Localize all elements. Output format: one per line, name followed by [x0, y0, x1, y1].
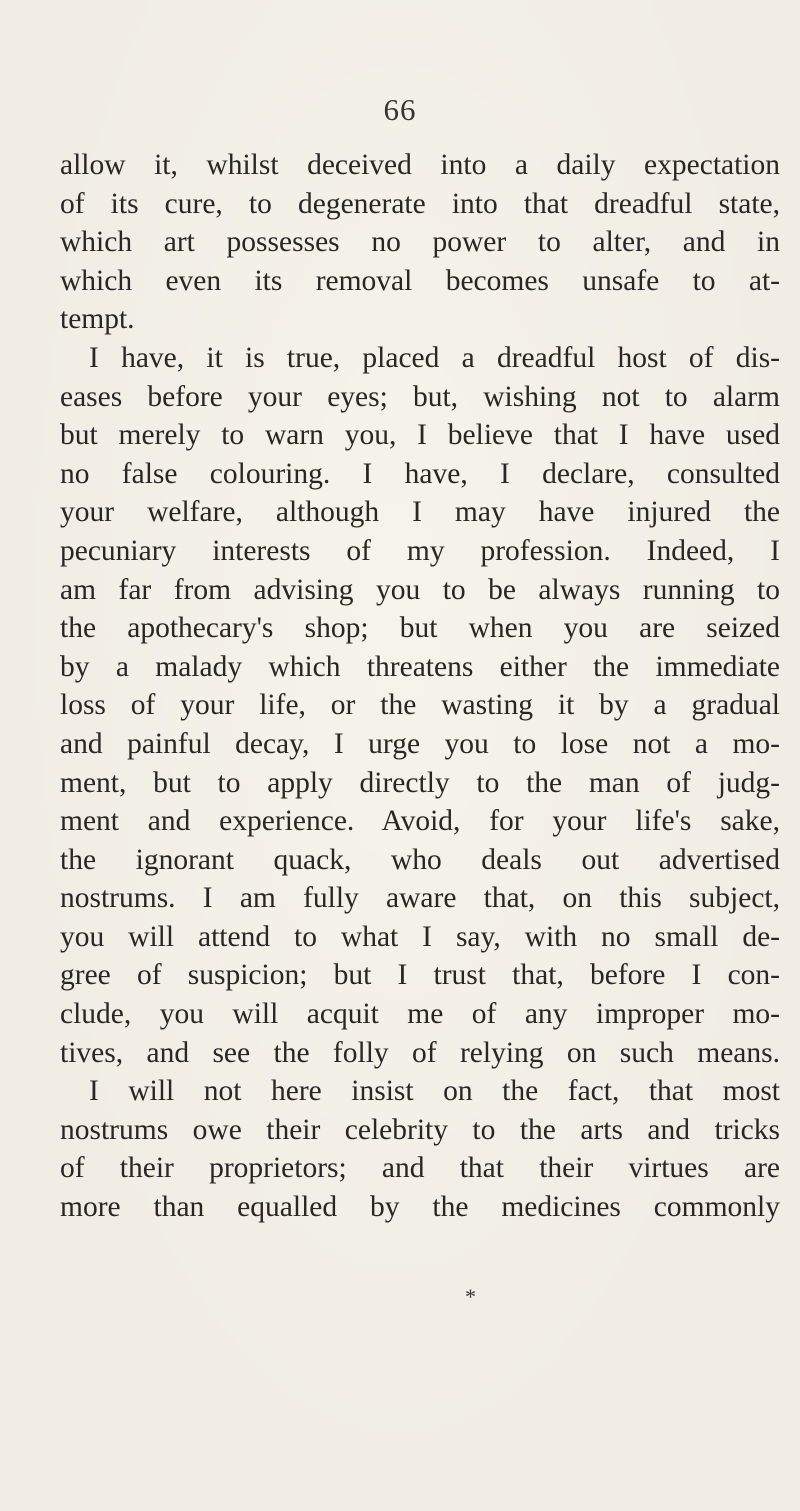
text-line: and painful decay, I urge you to lose not a mo- [60, 727, 780, 760]
text-line: ment and experience. Avoid, for your life's sake, [60, 805, 780, 838]
text-line: tempt. [60, 303, 135, 336]
text-line: am far from advising you to be always running to [60, 573, 780, 606]
signature-mark: * [465, 1284, 476, 1309]
text-line: more than equalled by the medicines commonly [60, 1191, 780, 1224]
text-line: nostrums owe their celebrity to the arts and tricks [60, 1113, 780, 1146]
text-line: eases before your eyes; but, wishing not to alarm [60, 380, 780, 413]
text-line: no false colouring. I have, I declare, consulted [60, 457, 780, 490]
text-line: I have, it is true, placed a dreadful host of dis- [89, 341, 780, 374]
text-line: the apothecary's shop; but when you are seized [60, 612, 780, 645]
text-line: the ignorant quack, who deals out advertised [60, 843, 780, 876]
text-line: your welfare, although I may have injured the [60, 496, 780, 529]
text-line: of their proprietors; and that their virtues are [60, 1152, 780, 1185]
text-line: but merely to warn you, I believe that I have used [60, 419, 780, 452]
text-line: of its cure, to degenerate into that dreadful state, [60, 187, 780, 220]
text-line: which art possesses no power to alter, and in [60, 226, 780, 259]
text-line: pecuniary interests of my profession. Indeed, I [60, 534, 780, 567]
text-line: which even its removal becomes unsafe to at- [60, 264, 780, 297]
text-line: I will not here insist on the fact, that most [89, 1075, 780, 1108]
text-line: you will attend to what I say, with no small de- [60, 920, 780, 953]
text-line: nostrums. I am fully aware that, on this subject, [60, 882, 780, 915]
text-line: gree of suspicion; but I trust that, before I con- [60, 959, 780, 992]
text-line: clude, you will acquit me of any improper mo- [60, 998, 780, 1031]
page-number: 66 [383, 92, 417, 127]
text-line: ment, but to apply directly to the man of judg- [60, 766, 780, 799]
text-line: loss of your life, or the wasting it by a gradual [60, 689, 780, 722]
text-line: tives, and see the folly of relying on such means. [60, 1036, 780, 1069]
body-text [60, 146, 780, 1227]
text-line: by a malady which threatens either the immediate [60, 650, 780, 683]
text-line: allow it, whilst deceived into a daily expectation [60, 149, 780, 181]
